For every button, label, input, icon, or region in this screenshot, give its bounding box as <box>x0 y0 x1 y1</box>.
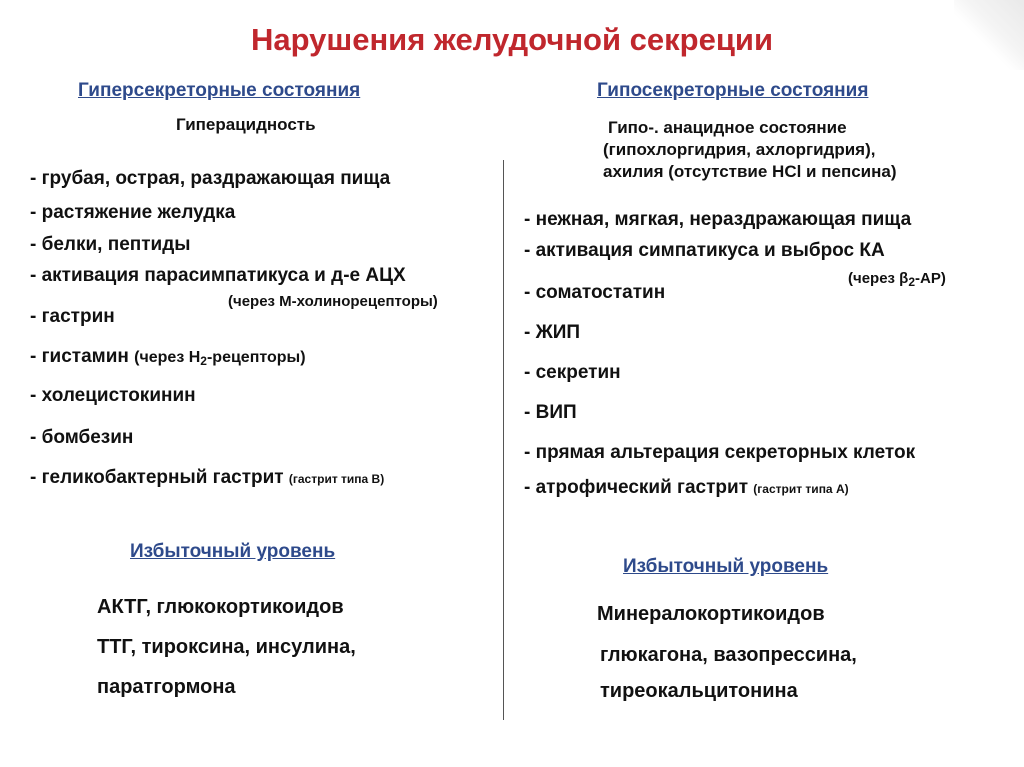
right-item-2: - активация симпатикуса и выброс КА <box>524 240 885 261</box>
left-item-3: - белки, пептиды <box>30 234 191 255</box>
left-item-8: - бомбезин <box>30 427 134 448</box>
left-hormone-3: паратгормона <box>97 676 236 698</box>
left-item-1: - грубая, острая, раздражающая пища <box>30 168 391 189</box>
left-item-2: - растяжение желудка <box>30 202 236 223</box>
left-item-9: - геликобактерный гастрит (гастрит типа В) <box>30 467 385 488</box>
left-item-5: - гастрин <box>30 306 115 327</box>
left-excess-heading: Избыточный уровень <box>130 541 336 562</box>
left-item-6: - гистамин (через $Н_2-рецепторы$) <box>30 346 306 368</box>
right-hormone-3: тиреокальцитонина <box>600 680 798 702</box>
hypo-subheading-3: ахилия (отсутствие НСl и пепсина) <box>603 162 897 181</box>
right-hormone-2: глюкагона, вазопрессина, <box>600 644 857 666</box>
left-hormone-1: АКТГ, глюкокортикоидов <box>97 596 344 618</box>
hyper-heading: Гиперсекреторные состояния <box>78 80 361 101</box>
hypo-subheading-2: (гипохлоргидрия, ахлоргидрия), <box>603 140 876 159</box>
hypo-subheading-1: Гипо-. анацидное состояние <box>608 118 847 137</box>
h2-receptor-note: (через $Н_2-рецепторы$) <box>134 349 306 368</box>
right-item-5: - секретин <box>524 362 621 383</box>
right-item-1: - нежная, мягкая, нераздражающая пища <box>524 209 912 230</box>
gastritis-a-note: (гастрит типа А) <box>753 482 849 496</box>
right-hormone-1: Минералокортикоидов <box>597 603 825 625</box>
left-item-4: - активация парасимпатикуса и д-е АЦХ <box>30 265 406 286</box>
right-item-6: - ВИП <box>524 402 577 423</box>
right-item-7: - прямая альтерация секреторных клеток <box>524 442 916 463</box>
right-item-8: - атрофический гастрит (гастрит типа А) <box>524 477 849 498</box>
column-divider <box>503 160 504 720</box>
right-item-3: - соматостатин <box>524 282 666 303</box>
right-excess-heading: Избыточный уровень <box>623 556 829 577</box>
slide-title: Нарушения желудочной секреции <box>250 22 774 57</box>
left-item-7: - холецистокинин <box>30 385 196 406</box>
left-hormone-2: ТТГ, тироксина, инсулина, <box>97 636 356 658</box>
left-side-note: (через М-холинорецепторы) <box>228 293 438 310</box>
hyperacidity-subheading: Гиперацидность <box>176 115 316 134</box>
right-side-note: (через $\beta_2-АР$) <box>848 270 946 289</box>
gastritis-b-note: (гастрит типа В) <box>288 472 385 486</box>
right-item-4: - ЖИП <box>524 322 581 343</box>
hypo-heading: Гипосекреторные состояния <box>597 80 869 101</box>
